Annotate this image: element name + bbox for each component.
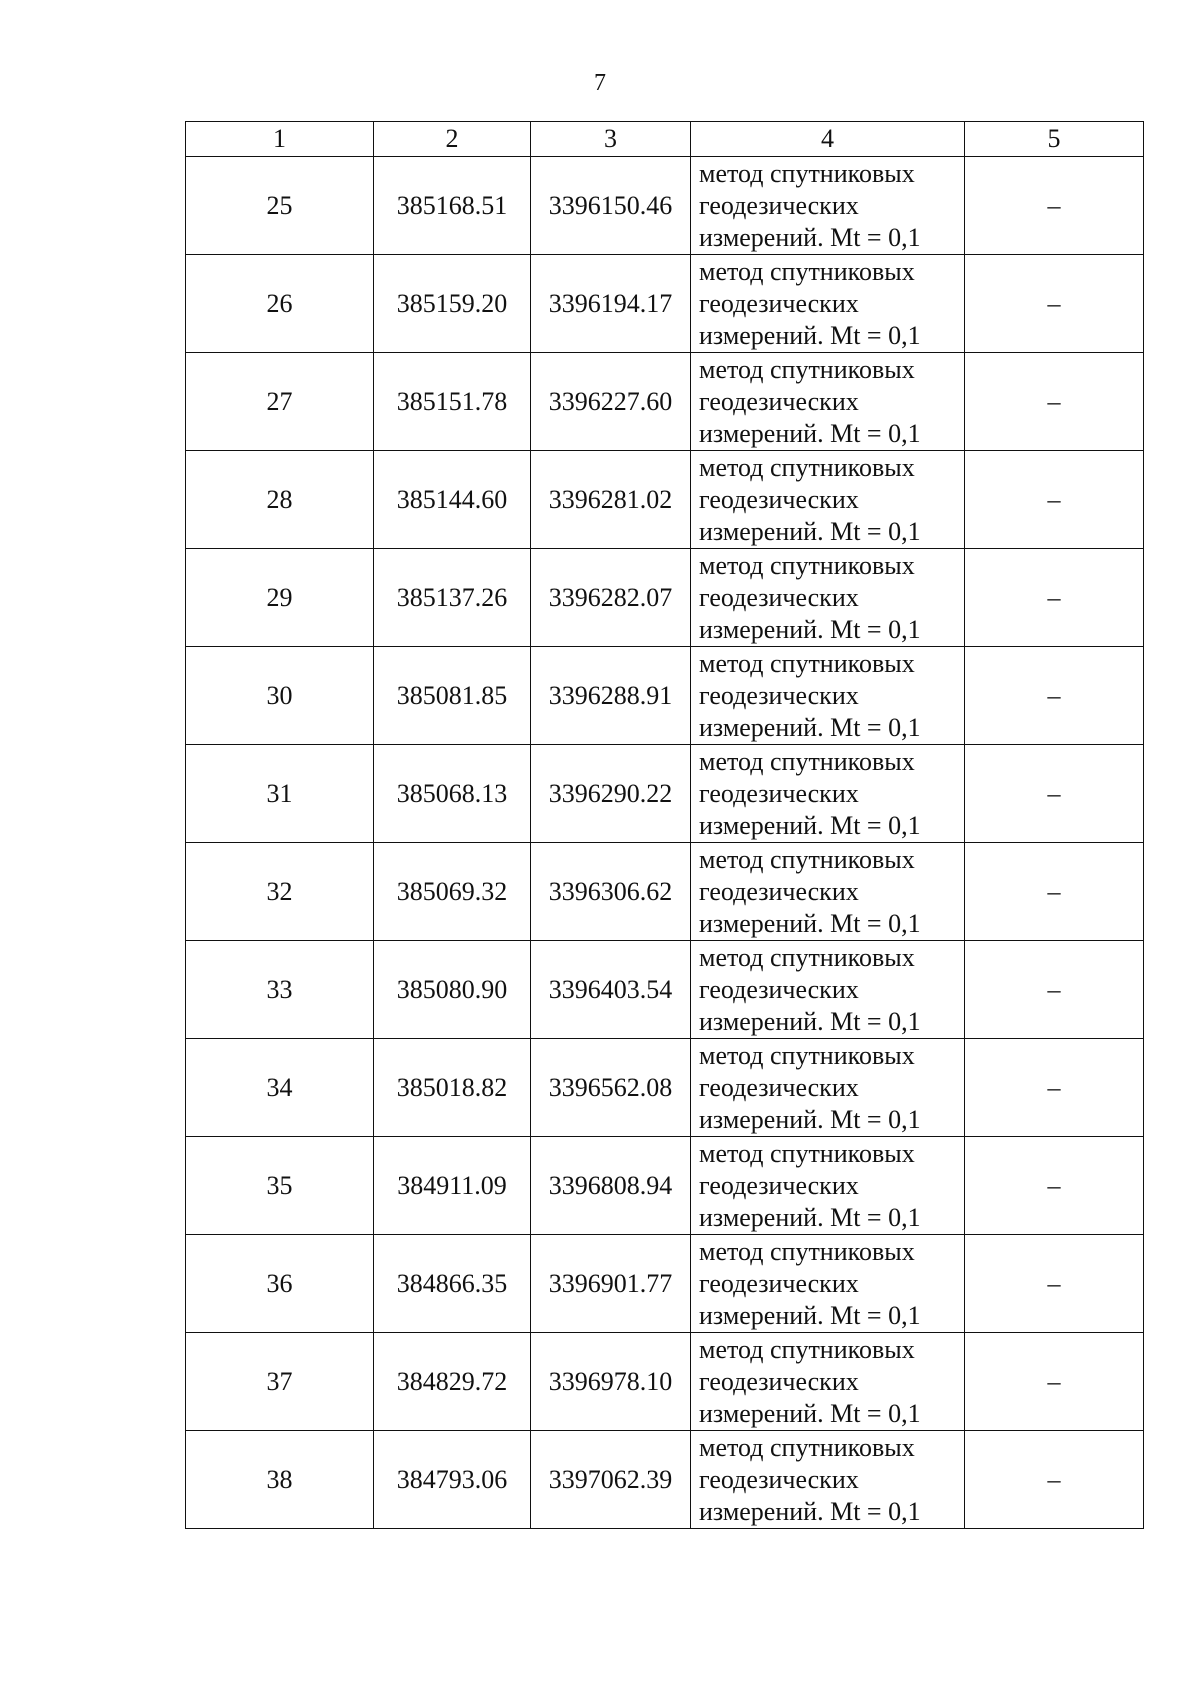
point-number-cell: 36 [186,1235,374,1333]
point-number-cell: 25 [186,157,374,255]
x-coordinate-cell: 385081.85 [374,647,531,745]
y-coordinate-cell: 3396808.94 [531,1137,691,1235]
note-cell: – [965,549,1144,647]
x-coordinate-cell: 384866.35 [374,1235,531,1333]
x-coordinate-cell: 384829.72 [374,1333,531,1431]
y-coordinate-cell: 3396978.10 [531,1333,691,1431]
y-coordinate-cell: 3396194.17 [531,255,691,353]
table-row [186,451,1144,549]
table-row [186,549,1144,647]
x-coordinate-cell: 385018.82 [374,1039,531,1137]
x-coordinate-cell: 384793.06 [374,1431,531,1529]
method-cell: метод спутниковых геодезических измерений. Mt = 0,1 [691,549,965,647]
y-coordinate-cell: 3396227.60 [531,353,691,451]
note-cell: – [965,1039,1144,1137]
column-header: 2 [374,122,531,157]
y-coordinate-cell: 3396562.08 [531,1039,691,1137]
method-cell: метод спутниковых геодезических измерений. Mt = 0,1 [691,1137,965,1235]
x-coordinate-cell: 385080.90 [374,941,531,1039]
column-header: 5 [965,122,1144,157]
point-number-cell: 37 [186,1333,374,1431]
y-coordinate-cell: 3396403.54 [531,941,691,1039]
column-header: 1 [186,122,374,157]
note-cell: – [965,1333,1144,1431]
x-coordinate-cell: 385068.13 [374,745,531,843]
point-number-cell: 38 [186,1431,374,1529]
point-number-cell: 30 [186,647,374,745]
table-row [186,745,1144,843]
note-cell: – [965,1235,1144,1333]
point-number-cell: 26 [186,255,374,353]
point-number-cell: 35 [186,1137,374,1235]
method-cell: метод спутниковых геодезических измерений. Mt = 0,1 [691,647,965,745]
x-coordinate-cell: 385151.78 [374,353,531,451]
point-number-cell: 28 [186,451,374,549]
x-coordinate-cell: 385137.26 [374,549,531,647]
table-row [186,353,1144,451]
x-coordinate-cell: 385159.20 [374,255,531,353]
y-coordinate-cell: 3396281.02 [531,451,691,549]
y-coordinate-cell: 3397062.39 [531,1431,691,1529]
note-cell: – [965,647,1144,745]
table-row [186,1235,1144,1333]
table-row [186,157,1144,255]
table-body [186,157,1144,1529]
note-cell: – [965,941,1144,1039]
point-number-cell: 33 [186,941,374,1039]
method-cell: метод спутниковых геодезических измерений. Mt = 0,1 [691,1333,965,1431]
point-number-cell: 29 [186,549,374,647]
note-cell: – [965,157,1144,255]
method-cell: метод спутниковых геодезических измерений. Mt = 0,1 [691,1431,965,1529]
column-header: 3 [531,122,691,157]
note-cell: – [965,255,1144,353]
point-number-cell: 34 [186,1039,374,1137]
table-row [186,1333,1144,1431]
table-row [186,1431,1144,1529]
method-cell: метод спутниковых геодезических измерений. Mt = 0,1 [691,451,965,549]
table-row [186,647,1144,745]
note-cell: – [965,745,1144,843]
method-cell: метод спутниковых геодезических измерений. Mt = 0,1 [691,157,965,255]
y-coordinate-cell: 3396288.91 [531,647,691,745]
table-row [186,255,1144,353]
page-number: 7 [594,70,606,96]
y-coordinate-cell: 3396282.07 [531,549,691,647]
x-coordinate-cell: 385168.51 [374,157,531,255]
table-row [186,1039,1144,1137]
y-coordinate-cell: 3396150.46 [531,157,691,255]
table-row [186,941,1144,1039]
method-cell: метод спутниковых геодезических измерений. Mt = 0,1 [691,353,965,451]
y-coordinate-cell: 3396290.22 [531,745,691,843]
table-row [186,843,1144,941]
note-cell: – [965,353,1144,451]
note-cell: – [965,1431,1144,1529]
point-number-cell: 27 [186,353,374,451]
x-coordinate-cell: 385144.60 [374,451,531,549]
method-cell: метод спутниковых геодезических измерений. Mt = 0,1 [691,843,965,941]
column-header: 4 [691,122,965,157]
x-coordinate-cell: 384911.09 [374,1137,531,1235]
method-cell: метод спутниковых геодезических измерений. Mt = 0,1 [691,1235,965,1333]
note-cell: – [965,1137,1144,1235]
point-number-cell: 31 [186,745,374,843]
point-number-cell: 32 [186,843,374,941]
method-cell: метод спутниковых геодезических измерений. Mt = 0,1 [691,745,965,843]
table-row [186,1137,1144,1235]
method-cell: метод спутниковых геодезических измерений. Mt = 0,1 [691,941,965,1039]
header-row [186,122,1144,157]
y-coordinate-cell: 3396306.62 [531,843,691,941]
note-cell: – [965,451,1144,549]
note-cell: – [965,843,1144,941]
y-coordinate-cell: 3396901.77 [531,1235,691,1333]
coordinates-table [185,121,1144,1529]
method-cell: метод спутниковых геодезических измерений. Mt = 0,1 [691,1039,965,1137]
method-cell: метод спутниковых геодезических измерений. Mt = 0,1 [691,255,965,353]
x-coordinate-cell: 385069.32 [374,843,531,941]
